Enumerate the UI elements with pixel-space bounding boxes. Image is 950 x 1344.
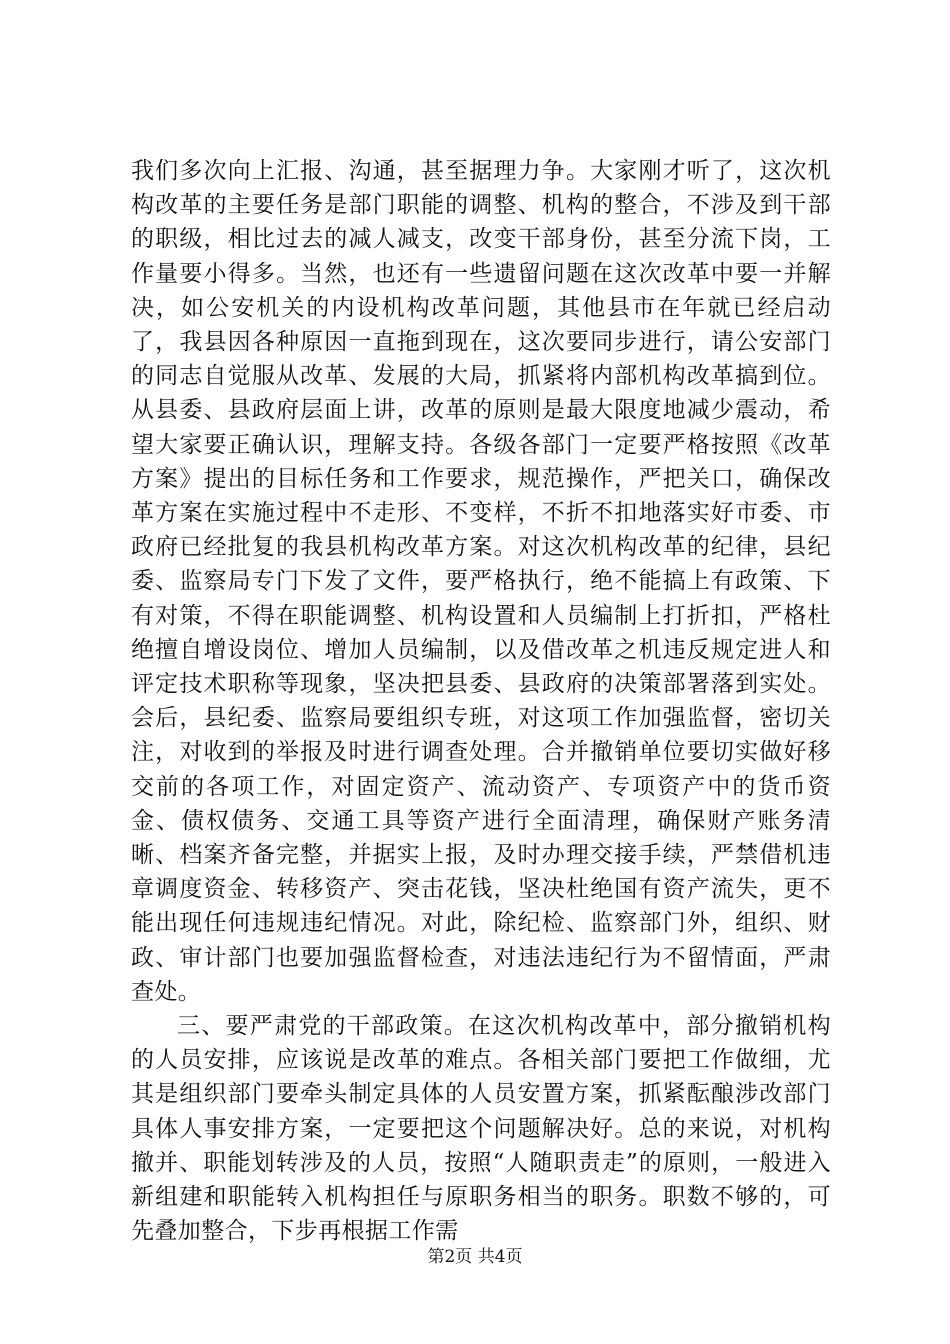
paragraph-continued: 我们多次向上汇报、沟通，甚至据理力争。大家刚才听了，这次机构改革的主要任务是部门职能的调整、机构的整合，不涉及到干部的职级，相比过去的减人减支，改变干部身份，甚至分流下岗，工作量要小得多。当然，也还有一些遗留问题在这次改革中要一并解决，如公安机关的内设机构改革问题，其他县市在年就已经启动了，我县因各种原因一直拖到现在，这次要同步进行，请公安部门的同志自觉服从改革、发展的大局，抓紧将内部机构改革搞到位。从县委、县政府层面上讲，改革的原则是最大限度地减少震动，希望大家要正确认识，理解支持。各级各部门一定要严格按照《改革方案》提出的目标任务和工作要求，规范操作，严把关口，确保改革方案在实施过程中不走形、不变样，不折不扣地落实好市委、市政府已经批复的我县机构改革方案。对这次机构改革的纪律，县纪委、监察局专门下发了文件，要严格执行，绝不能搞上有政策、下有对策，不得在职能调整、机构设置和人员编制上打折扣，严格杜绝擅自增设岗位、增加人员编制，以及借改革之机违反规定进人和评定技术职称等现象，坚决把县委、县政府的决策部署落到实处。会后，县纪委、监察局要组织专班，对这项工作加强监督，密切关注，对收到的举报及时进行调查处理。合并撤销单位要切实做好移交前的各项工作，对固定资产、流动资产、专项资产中的货币资金、债权债务、交通工具等资产进行全面清理，确保财产账务清晰、档案齐备完整，并据实上报，及时办理交接手续，严禁借机违章调度资金、转移资产、突击花钱，坚决杜绝国有资产流失，更不能出现任何违规违纪情况。对此，除纪检、监察部门外，组织、财政、审计部门也要加强监督检查，对违法违纪行为不留情面，严肃查处。 xyxy=(131,158,831,1005)
page-footer: 第2页 共4页 xyxy=(427,1247,523,1267)
document-body xyxy=(131,154,831,1249)
paragraph-section-three: 三、要严肃党的干部政策。在这次机构改革中，部分撤销机构的人员安排，应该说是改革的难点。各相关部门要把工作做细，尤其是组织部门要牵头制定具体的人员安置方案，抓紧酝酿涉改部门具体人事安排方案，一定要把这个问题解决好。总的来说，对机构撤并、职能划转涉及的人员，按照“人随职责走”的原则，一般进入新组建和职能转入机构担任与原职务相当的职务。职数不够的，可先叠加整合，下步再根据工作需 xyxy=(131,1013,831,1245)
